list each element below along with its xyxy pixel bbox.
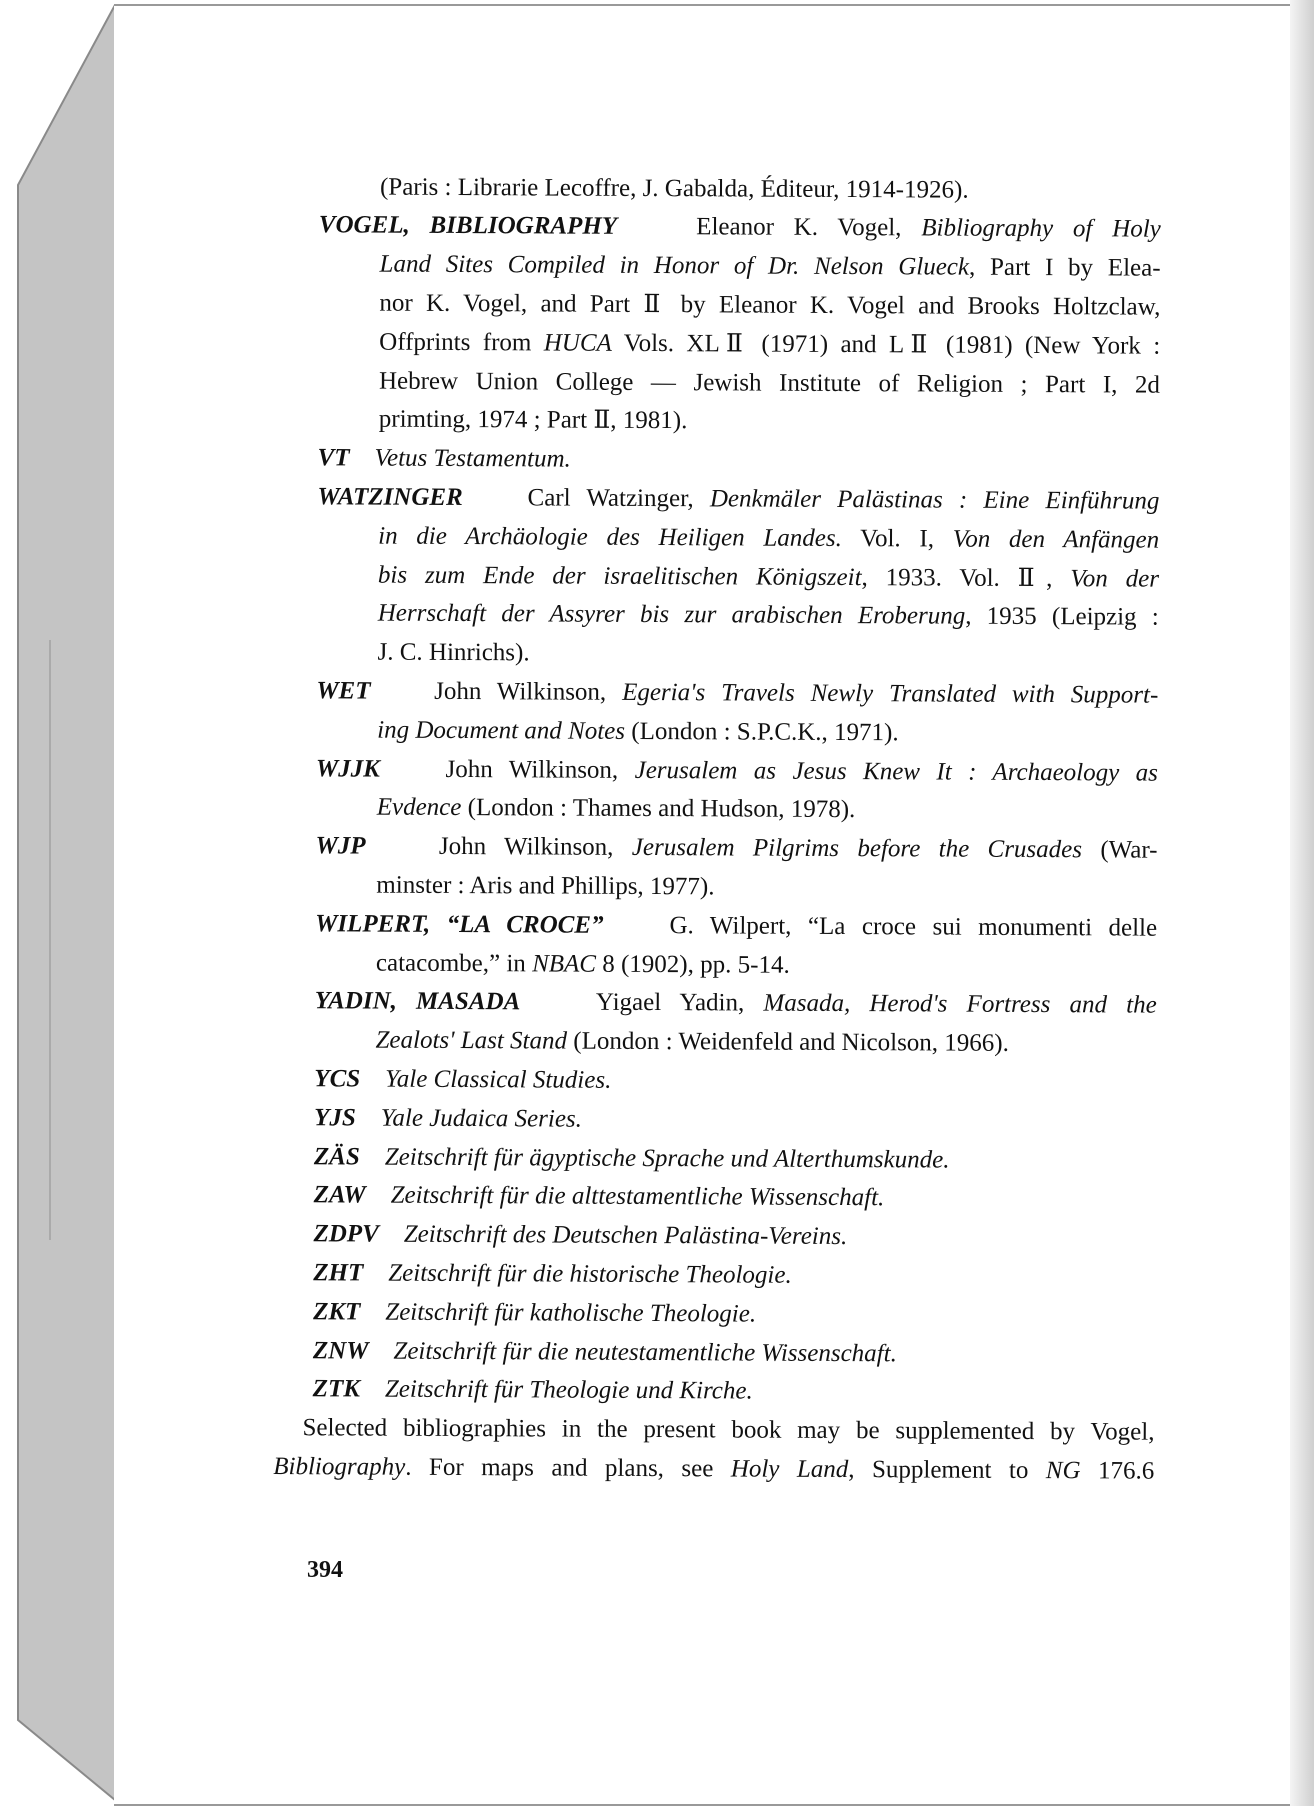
italic-title: in die Archäologie des Heiligen Landes. <box>378 522 842 552</box>
italic-title: Zeitschrift für die neutestamentliche Wissenschaft. <box>368 1337 897 1367</box>
italic-title: Zeitschrift für katholische Theologie. <box>360 1298 757 1328</box>
italic-title: Zealots' Last Stand <box>375 1026 568 1055</box>
italic-title: Yale Classical Studies. <box>360 1065 612 1094</box>
text-segment: G. Wilpert, “La croce sui monumenti delle <box>603 911 1158 942</box>
text-line <box>302 1408 1154 1451</box>
text-segment: , Part I by Elea- <box>968 253 1161 282</box>
italic-title: Von den Anfängen <box>952 525 1160 554</box>
italic-title: Zeitschrift des Deutschen Palästina-Vereins. <box>378 1220 848 1251</box>
bibliography-entry-line <box>316 749 1158 792</box>
italic-title: Von der <box>1070 564 1160 593</box>
text-line <box>379 245 1160 288</box>
italic-title: Zeitschrift für Theologie und Kirche. <box>359 1375 753 1405</box>
text-segment: Hebrew Union College — Jewish Institute of Religion ; Part I, 2d <box>378 367 1161 399</box>
italic-title: HUCA <box>543 329 612 357</box>
text-line <box>379 361 1160 404</box>
text-line <box>378 555 1159 598</box>
text-line <box>375 1021 1156 1064</box>
italic-title: Yale Judaica Series. <box>355 1104 583 1133</box>
text-segment: Carl Watzinger, <box>462 483 710 513</box>
text-segment: (London : Thames and Hudson, 1978). <box>461 794 856 824</box>
text-segment: , Supplement to <box>848 1455 1046 1484</box>
text-line <box>377 710 1158 753</box>
abbreviation: VOGEL, BIBLIOGRAPHY <box>318 211 618 241</box>
text-line <box>377 788 1158 831</box>
text-segment: minster : Aris and Phillips, 1977). <box>376 871 715 901</box>
italic-title: Zeitschrift für ägyptische Sprache und Alterthumskunde. <box>359 1142 950 1174</box>
bibliography-entry-line <box>317 438 1159 481</box>
abbreviation: YJS <box>314 1103 356 1132</box>
text-line <box>380 167 1161 210</box>
text-segment: Yigael Yadin, <box>520 988 764 1017</box>
bibliography-entry-line <box>319 206 1161 249</box>
text-segment: (Paris : Librarie Lecoffre, J. Gabalda, Éditeur, 1914-1926). <box>379 173 969 204</box>
text-segment: Selected bibliographies in the present book may be supplemented by Vogel, <box>302 1414 1155 1446</box>
text-segment: J. C. Hinrichs). <box>377 638 530 667</box>
italic-title: Vetus Testamentum. <box>349 444 571 473</box>
italic-title: Zeitschrift für die alttestamentliche Wissenschaft. <box>365 1181 885 1212</box>
abbreviation: VT <box>317 444 350 472</box>
abbreviation: ZHT <box>313 1259 364 1287</box>
bibliography-entry-line <box>316 671 1158 714</box>
bibliography-entry-line <box>313 1370 1155 1413</box>
text-line <box>377 633 1158 676</box>
text-segment: catacombe,” in <box>375 949 533 977</box>
text-segment: John Wilkinson, <box>365 832 632 862</box>
abbreviation: ZÄS <box>313 1142 360 1170</box>
abbreviation: WILPERT, “LA CROCE” <box>315 909 604 939</box>
bibliography-entry-line <box>313 1292 1155 1335</box>
italic-title: Egeria's Travels Newly Translated with Support- <box>622 678 1159 709</box>
text-line <box>378 516 1159 559</box>
text-segment: Vols. XLⅡ (1971) and LⅡ (1981) (New York : <box>611 329 1161 360</box>
italic-title: Holy Land <box>730 1455 849 1483</box>
text-segment: (London : Weidenfeld and Nicolson, 1966). <box>566 1027 1009 1057</box>
bibliography-entry-line <box>314 1098 1156 1141</box>
abbreviation: WET <box>316 677 371 705</box>
italic-title: Evdence <box>376 793 462 822</box>
text-segment: John Wilkinson, <box>370 677 623 706</box>
abbreviation: ZAW <box>313 1181 366 1209</box>
text-segment: (War- <box>1081 836 1158 864</box>
italic-title: Denkmäler Palästinas : Eine Einführung <box>709 485 1160 515</box>
text-line <box>273 1447 1154 1491</box>
abbreviation: YADIN, MASADA <box>314 987 521 1016</box>
abbreviation: ZKT <box>313 1297 361 1326</box>
bibliography-entry-line <box>313 1214 1155 1257</box>
text-segment: 176.6 <box>1080 1457 1155 1485</box>
italic-title: Masada, Herod's Fortress and the <box>763 989 1157 1019</box>
bibliography-entry-line <box>315 982 1157 1025</box>
text-segment: nor K. Vogel, and Part Ⅱ by Eleanor K. Vogel and Brooks Holtzclaw, <box>379 289 1161 321</box>
text-segment: primting, 1974 ; Part Ⅱ, 1981). <box>378 405 688 435</box>
italic-title: Bibliography <box>273 1452 406 1481</box>
abbreviation: ZNW <box>312 1336 369 1365</box>
bibliography-entry-line <box>314 1176 1156 1219</box>
text-segment: Offprints from <box>379 328 544 357</box>
italic-title: Jerusalem Pilgrims before the Crusades <box>631 834 1083 864</box>
italic-title: bis zum Ende der israelitischen Königszeit <box>377 561 862 591</box>
text-line <box>379 322 1160 365</box>
text-segment: , 1933. Vol. Ⅱ, <box>861 563 1071 592</box>
italic-title: Land Sites Compiled in Honor of Dr. Nelson Glueck <box>379 250 970 281</box>
bibliography-entry-line <box>314 1059 1156 1102</box>
text-line <box>379 400 1160 443</box>
page-number: 394 <box>307 1557 343 1583</box>
abbreviation: WATZINGER <box>317 483 463 511</box>
text-segment: , 1935 (Leipzig : <box>965 602 1159 631</box>
text-line <box>376 943 1157 986</box>
italic-title: Bibliography of Holy <box>921 214 1161 243</box>
bibliography-entry-line <box>317 477 1159 520</box>
text-line <box>376 865 1157 908</box>
text-line <box>378 594 1159 637</box>
italic-title: Jerusalem as Jesus Knew It : Archaeology as <box>634 756 1159 787</box>
abbreviation: ZDPV <box>313 1220 379 1248</box>
abbreviation: WJP <box>315 832 366 860</box>
bibliography-entry-line <box>314 1137 1156 1180</box>
text-segment: Vol. I, <box>841 524 953 553</box>
italic-title: Zeitschrift für die historische Theologie. <box>363 1259 792 1289</box>
text-segment: 8 (1902), pp. 5-14. <box>595 950 790 979</box>
text-line <box>379 283 1160 326</box>
italic-title: NBAC <box>532 949 597 978</box>
italic-title: Herrschaft der Assyrer bis zur arabischen Eroberung <box>377 599 966 630</box>
bibliography-entry-line <box>315 904 1157 947</box>
text-segment: (London : S.P.C.K., 1971). <box>624 717 899 746</box>
abbreviation: WJJK <box>315 754 380 783</box>
text-segment: Eleanor K. Vogel, <box>617 213 922 242</box>
text-segment: . For maps and plans, see <box>405 1453 731 1483</box>
abbreviation: YCS <box>314 1065 361 1093</box>
abbreviation: ZTK <box>312 1375 360 1403</box>
italic-title: ing Document and Notes <box>377 716 626 745</box>
bibliography-entry-line <box>315 826 1157 869</box>
bibliography-entry-line <box>313 1253 1155 1296</box>
italic-title: NG <box>1045 1456 1081 1485</box>
bibliography-entry-line <box>313 1331 1155 1374</box>
text-segment: John Wilkinson, <box>379 755 635 784</box>
